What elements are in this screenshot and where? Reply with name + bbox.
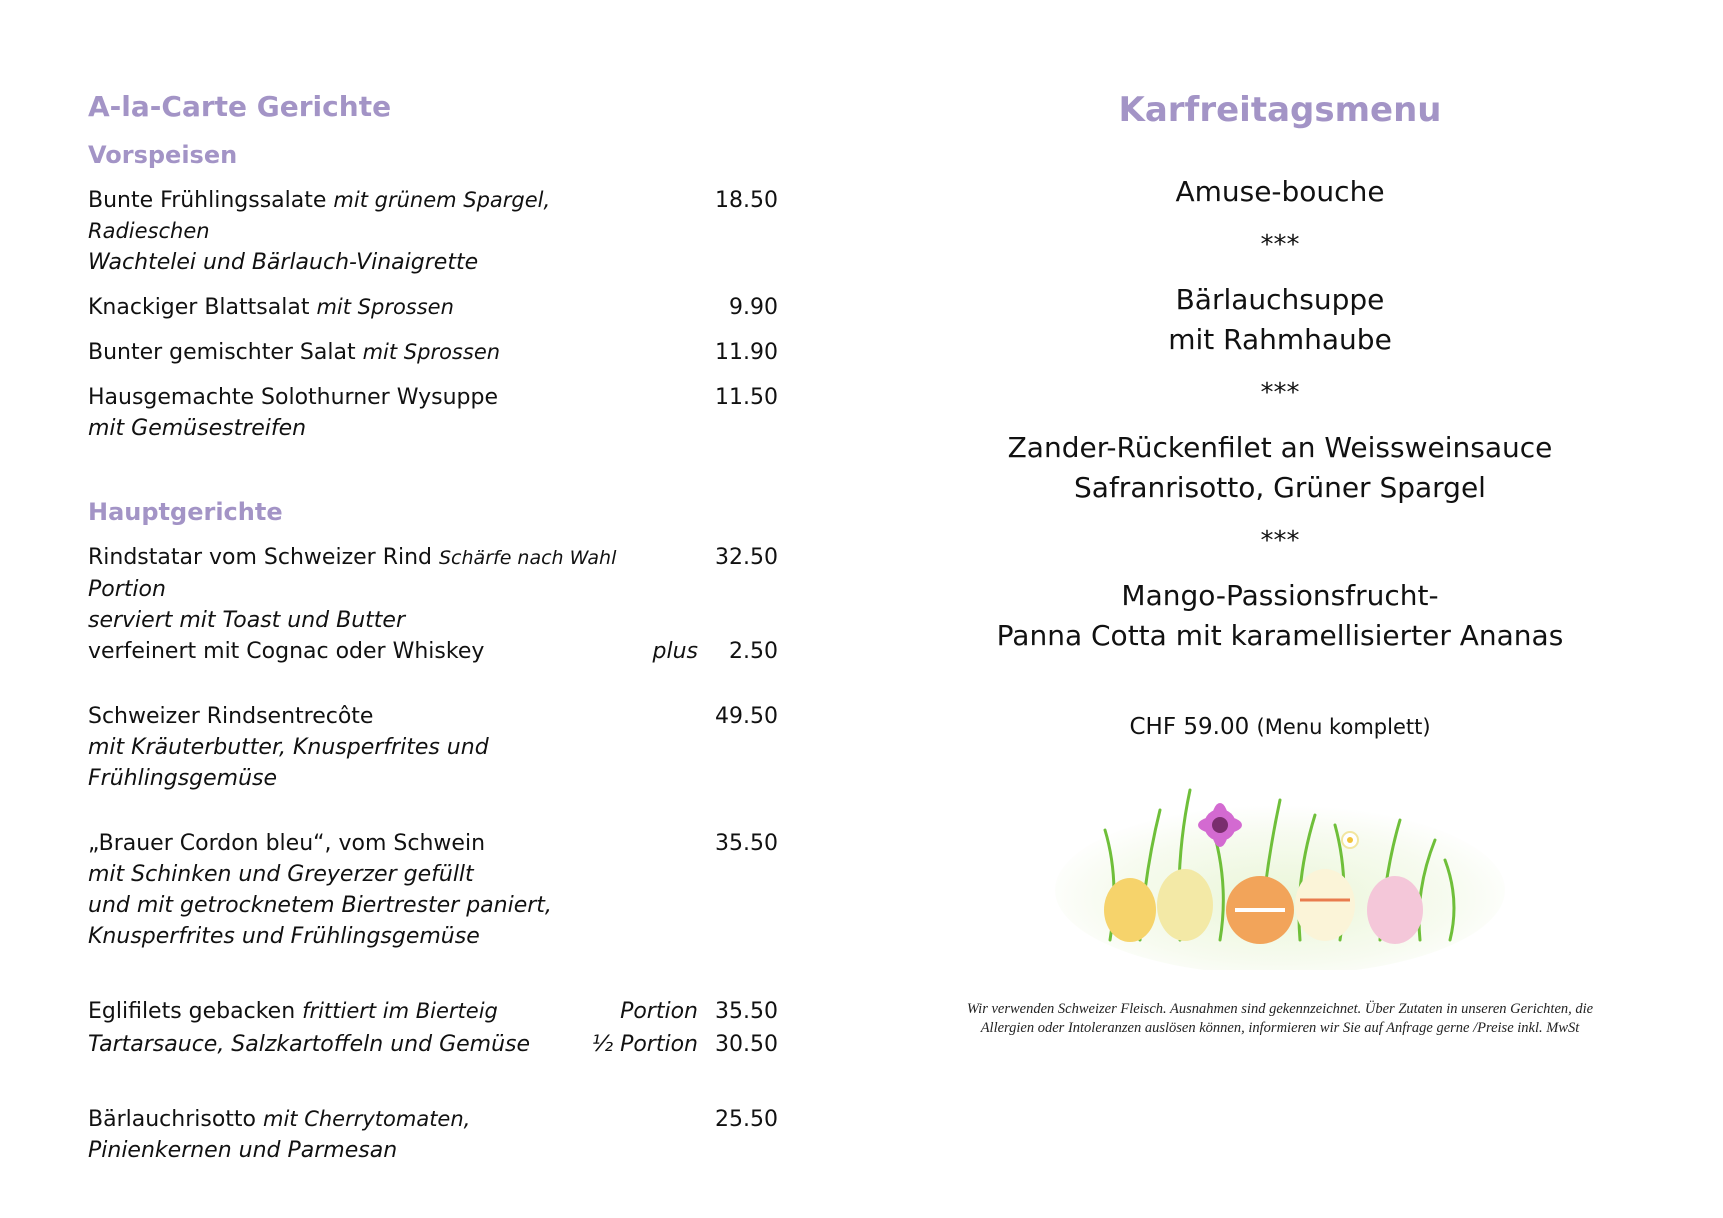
separator: ***	[1260, 230, 1300, 260]
disclaimer-line-2: Allergien oder Intoleranzen auslösen können, informieren wir Sie auf Anfrage gerne /Preise inkl. MwSt	[980, 1020, 1580, 1036]
item-desc: Knusperfrites und Frühlingsgemüse	[88, 924, 480, 949]
item-price: 49.50	[715, 704, 778, 729]
item-name: „Brauer Cordon bleu“, vom Schwein	[88, 831, 486, 856]
item-half-portion-label: ½ Portion	[591, 1032, 698, 1057]
disclaimer-line-1: Wir verwenden Schweizer Fleisch. Ausnahmen sind gekennzeichnet. Über Zutaten in unseren Gerichten, die	[966, 1001, 1594, 1017]
menu-price-value: CHF 59.00	[1129, 714, 1250, 740]
separator: ***	[1260, 378, 1300, 408]
easter-eggs-flowers-icon	[1050, 770, 1510, 970]
item-price: 11.90	[715, 340, 778, 365]
item-desc: Wachtelei und Bärlauch-Vinaigrette	[88, 250, 479, 275]
menu-price-note: (Menu komplett)	[1256, 715, 1431, 739]
starters-heading: Vorspeisen	[88, 141, 238, 169]
item-desc-inline: mit Sprossen	[362, 340, 501, 364]
item-desc: serviert mit Toast und Butter	[88, 608, 405, 633]
item-name: Knackiger Blattsalat	[88, 295, 310, 320]
item-name: Schweizer Rindsentrecôte	[88, 704, 374, 729]
item-name: Eglifilets gebacken	[88, 999, 296, 1024]
item-desc-inline: Schärfe nach Wahl	[439, 547, 617, 569]
course-soup-line1: Bärlauchsuppe	[1175, 283, 1385, 316]
item-price: 11.50	[715, 385, 778, 410]
good-friday-menu-column	[960, 90, 1600, 1038]
item-desc: mit Schinken und Greyerzer gefüllt	[88, 862, 474, 887]
item-name: Bärlauchrisotto	[88, 1107, 256, 1132]
course-main-line2: Safranrisotto, Grüner Spargel	[1074, 471, 1486, 504]
item-desc: und mit getrocknetem Biertrester paniert,	[88, 893, 552, 918]
a-la-carte-title: A-la-Carte Gerichte	[88, 90, 392, 123]
course-amuse-bouche: Amuse-bouche	[1175, 175, 1385, 208]
menu-item-cordon-bleu	[88, 828, 778, 952]
item-price: 35.50	[715, 999, 778, 1024]
item-portion-label: Portion	[88, 577, 166, 602]
menu-item-entrecote	[88, 701, 778, 794]
menu-item-tatar	[88, 542, 778, 667]
item-desc-inline: mit Cherrytomaten,	[263, 1107, 471, 1131]
item-price: 18.50	[715, 188, 778, 213]
menu-item-risotto	[88, 1104, 778, 1166]
item-portion-label: Portion	[620, 999, 698, 1024]
item-desc: Tartarsauce, Salzkartoffeln und Gemüse	[88, 1032, 531, 1057]
item-half-price: 30.50	[715, 1032, 778, 1057]
item-desc-inline: mit Sprossen	[316, 295, 454, 319]
item-price: 25.50	[715, 1107, 778, 1132]
item-name: Bunter gemischter Salat	[88, 340, 356, 365]
item-desc-inline: mit grünem Spargel, Radieschen	[88, 188, 551, 243]
mains-heading: Hauptgerichte	[88, 498, 283, 526]
item-desc: Pinienkernen und Parmesan	[88, 1138, 398, 1163]
course-dessert-line1: Mango-Passionsfrucht-	[1121, 579, 1439, 612]
item-extra: verfeinert mit Cognac oder Whiskey	[88, 639, 485, 664]
item-price: 32.50	[715, 545, 778, 570]
menu-item	[88, 185, 778, 278]
course-dessert-line2: Panna Cotta mit karamellisierter Ananas	[996, 619, 1564, 652]
item-desc: mit Gemüsestreifen	[88, 416, 307, 441]
item-price: 35.50	[715, 831, 778, 856]
separator: ***	[1260, 526, 1300, 556]
item-name: Hausgemachte Solothurner Wysuppe	[88, 385, 498, 410]
menu-price	[960, 714, 1600, 740]
item-extra-price: 2.50	[729, 639, 778, 664]
item-extra-label: plus	[652, 639, 698, 664]
item-desc: mit Kräuterbutter, Knusperfrites und Frühlingsgemüse	[88, 735, 489, 791]
menu-item	[88, 382, 778, 444]
a-la-carte-column	[88, 90, 778, 1180]
item-name: Bunte Frühlingssalate	[88, 188, 327, 213]
menu-item-egli	[88, 996, 778, 1060]
item-name: Rindstatar vom Schweizer Rind	[88, 545, 432, 570]
allergen-disclaimer	[920, 1000, 1640, 1038]
menu-item	[88, 292, 778, 323]
course-soup-line2: mit Rahmhaube	[1168, 323, 1392, 356]
item-desc-inline: frittiert im Bierteig	[302, 999, 498, 1023]
item-price: 9.90	[729, 295, 778, 320]
menu-item	[88, 337, 778, 368]
good-friday-menu-title: Karfreitagsmenu	[1118, 90, 1442, 130]
course-main-line1: Zander-Rückenfilet an Weissweinsauce	[1007, 431, 1553, 464]
easter-eggs-flowers-image	[1050, 770, 1510, 970]
